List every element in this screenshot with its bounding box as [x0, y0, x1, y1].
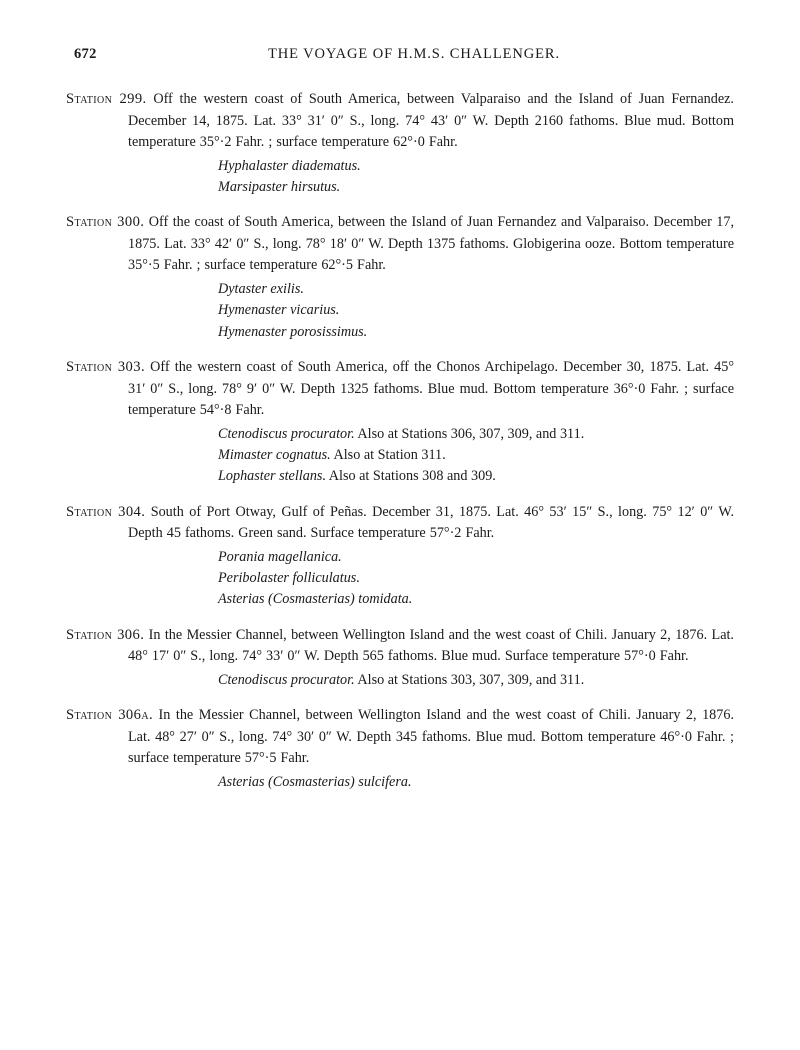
- station-label: Station 306a.: [66, 707, 154, 724]
- station-description: In the Messier Channel, between Wellington Island and the west coast of Chili. January 2, 1876. Lat. 48° 17′ 0″ S., long. 74° 33′ 0″ W. Depth 565 fathoms. Blue mud. Surface temperature 57°·0 Fahr.: [128, 626, 734, 665]
- species-list: [66, 424, 734, 488]
- station-entry: [66, 356, 734, 488]
- list-item: [66, 670, 734, 691]
- species-note: Also at Stations 306, 307, 309, and 311.: [357, 425, 585, 442]
- page-body: [66, 88, 734, 793]
- species-list: [66, 279, 734, 343]
- page-header: [66, 40, 734, 74]
- station-paragraph: [66, 704, 734, 770]
- station-paragraph: [66, 211, 734, 277]
- species-name: Peribolaster folliculatus.: [218, 570, 360, 587]
- station-label: Station 303.: [66, 358, 146, 375]
- species-name: Asterias (Cosmasterias) tomidata.: [218, 591, 413, 608]
- species-name: Ctenodiscus procurator.: [218, 671, 355, 688]
- list-item: [66, 322, 734, 343]
- species-name: Ctenodiscus procurator.: [218, 425, 355, 442]
- list-item: [66, 177, 734, 198]
- station-label: Station 299.: [66, 91, 147, 107]
- species-note: Also at Stations 303, 307, 309, and 311.: [357, 671, 585, 688]
- species-name: Hymenaster porosissimus.: [218, 323, 368, 340]
- station-label: Station 304.: [66, 503, 146, 520]
- species-note: Also at Stations 308 and 309.: [328, 468, 496, 485]
- species-name: Hyphalaster diadematus.: [218, 157, 361, 174]
- list-item: [66, 445, 734, 466]
- species-list: [66, 156, 734, 199]
- species-name: Marsipaster hirsutus.: [218, 179, 341, 196]
- station-entry: [66, 211, 734, 343]
- page-number: 672: [74, 46, 97, 62]
- running-title: THE VOYAGE OF H.M.S. CHALLENGER.: [268, 46, 560, 62]
- species-name: Asterias (Cosmasterias) sulcifera.: [218, 773, 412, 790]
- station-description: Off the western coast of South America, off the Chonos Archipelago. December 30, 1875. Lat. 45° 31′ 0″ S., long. 78° 9′ 0″ W. Depth 1325 fathoms. Blue mud. Bottom temperature 36°·0 Fahr. ; surface temperature 54°·8 Fahr.: [128, 358, 735, 419]
- species-name: Lophaster stellans.: [218, 468, 326, 485]
- station-description: Off the western coast of South America, between Valparaiso and the Island of Juan Fernandez. December 14, 1875. Lat. 33° 31′ 0″ S., long. 74° 43′ 0″ W. Depth 2160 fathoms. Blue mud. Bottom temperature 35°·2 Fahr. ; surface temperature 62°·0 Fahr.: [128, 91, 734, 151]
- list-item: [66, 424, 734, 445]
- species-name: Dytaster exilis.: [218, 281, 304, 298]
- station-entry: [66, 704, 734, 793]
- list-item: [66, 568, 734, 589]
- species-list: [66, 670, 734, 691]
- station-description: In the Messier Channel, between Wellington Island and the west coast of Chili. January 2, 1876. Lat. 48° 27′ 0″ S., long. 74° 30′ 0″ W. Depth 345 fathoms. Blue mud. Bottom temperature 46°·0 Fahr. ; surface temperature 57°·5 Fahr.: [128, 707, 735, 767]
- station-entry: [66, 88, 734, 198]
- species-list: [66, 772, 734, 793]
- list-item: [66, 547, 734, 568]
- station-label: Station 300.: [66, 214, 145, 231]
- species-name: Hymenaster vicarius.: [218, 302, 340, 319]
- list-item: [66, 466, 734, 487]
- list-item: [66, 300, 734, 321]
- species-list: [66, 547, 734, 611]
- species-note: Also at Station 311.: [333, 446, 446, 463]
- station-paragraph: [66, 624, 734, 668]
- station-description: South of Port Otway, Gulf of Peñas. December 31, 1875. Lat. 46° 53′ 15″ S., long. 75° 12′ 0″ W. Depth 45 fathoms. Green sand. Surface temperature 57°·2 Fahr.: [128, 503, 734, 542]
- list-item: [66, 772, 734, 793]
- station-paragraph: [66, 88, 734, 154]
- species-name: Porania magellanica.: [218, 548, 342, 565]
- station-entry: [66, 501, 734, 611]
- list-item: [66, 589, 734, 610]
- station-paragraph: [66, 501, 734, 545]
- station-paragraph: [66, 356, 734, 422]
- species-name: Mimaster cognatus.: [218, 446, 331, 463]
- station-entry: [66, 624, 734, 691]
- list-item: [66, 156, 734, 177]
- station-description: Off the coast of South America, between the Island of Juan Fernandez and Valparaiso. December 17, 1875. Lat. 33° 42′ 0″ S., long. 78° 18′ 0″ W. Depth 1375 fathoms. Globigerina ooze. Bottom temperature 35°·5 Fahr. ; surface temperature 62°·5 Fahr.: [128, 214, 735, 274]
- list-item: [66, 279, 734, 300]
- station-label: Station 306.: [66, 626, 145, 643]
